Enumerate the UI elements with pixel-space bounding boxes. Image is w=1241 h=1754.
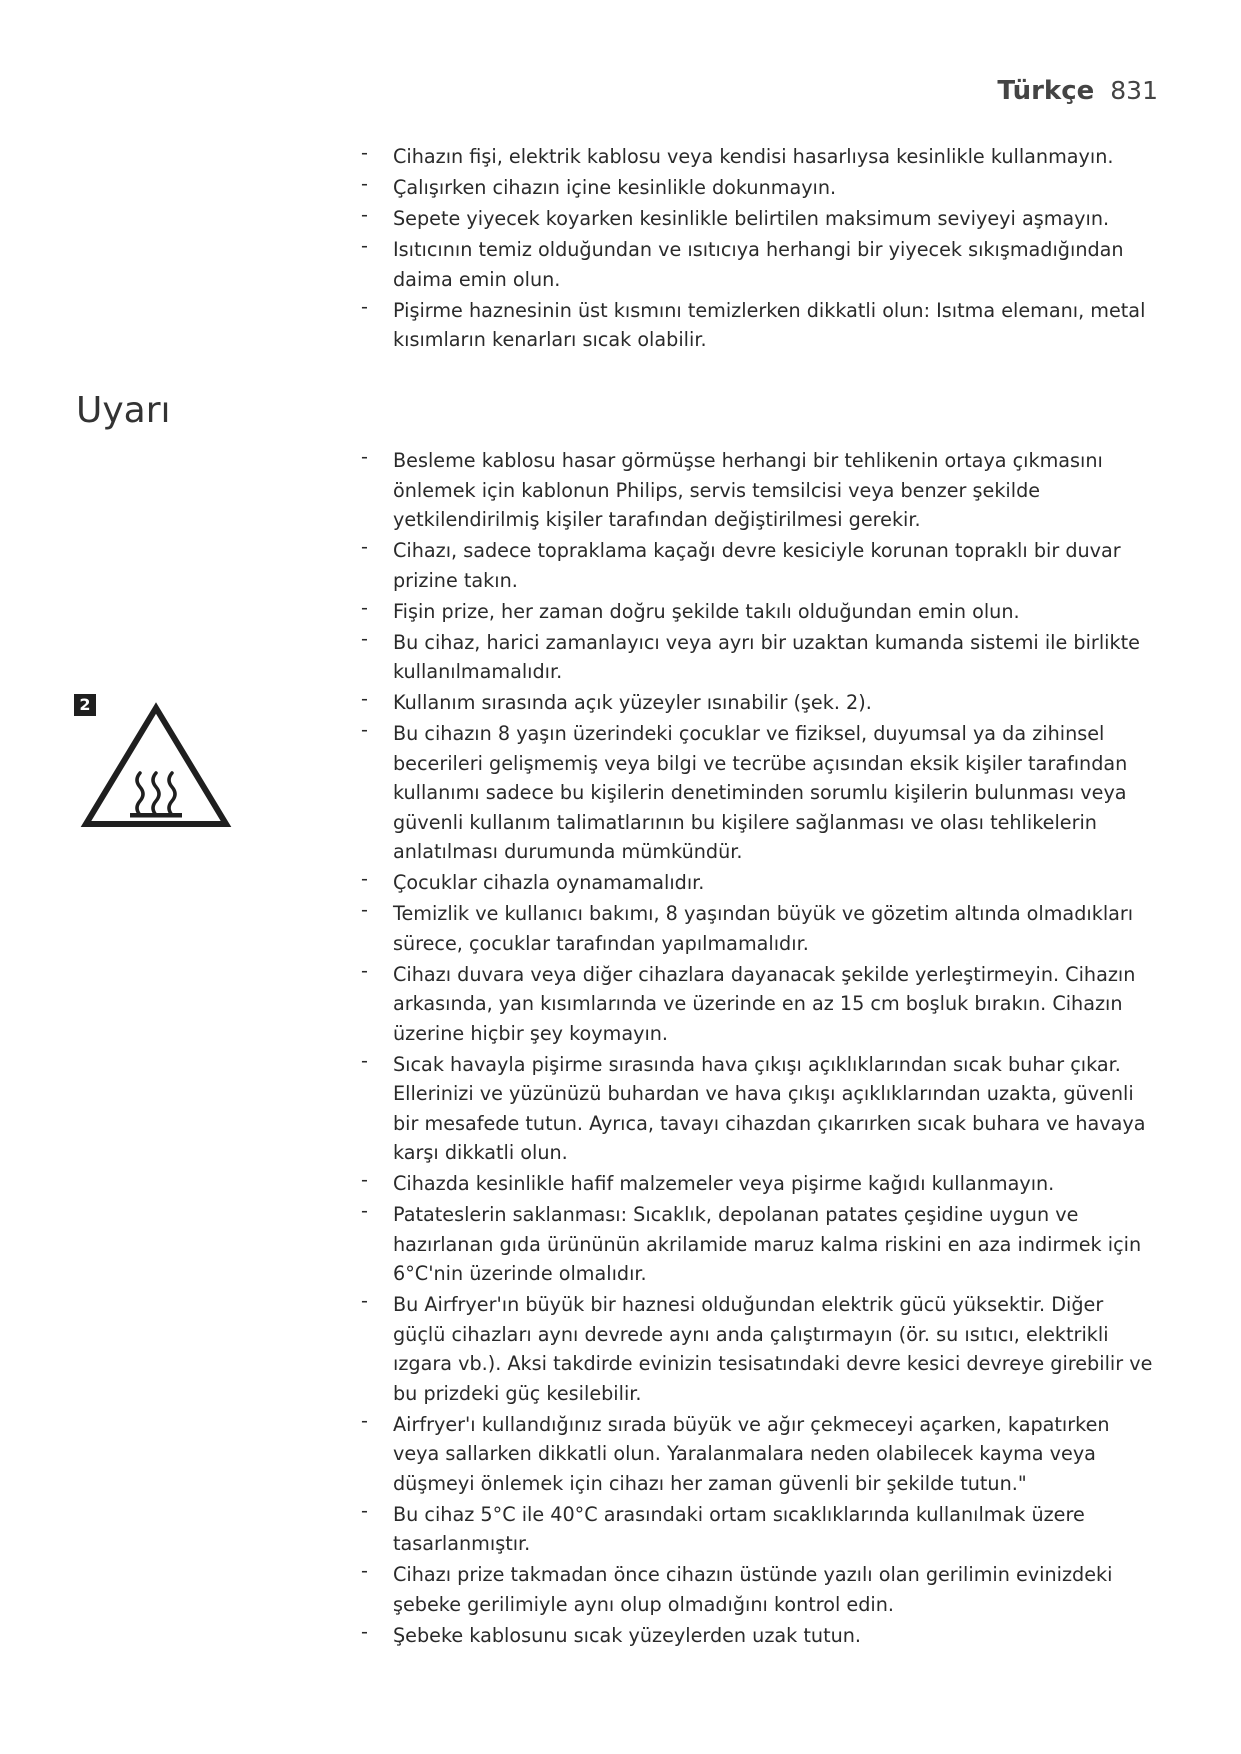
list-item — [361, 719, 1161, 867]
list-item-text: Bu Airfryer'ın büyük bir haznesi olduğundan elektrik gücü yüksektir. Diğer güçlü cihazları aynı devrede aynı anda çalıştırmayın (ör. su ısıtıcı, elektrikli ızgara vb.). Aksi takdirde evinizin tesisatındaki devre kesici devreye girebilir ve bu prizdeki güç kesilebilir. — [393, 1293, 1153, 1405]
list-item — [361, 296, 1161, 355]
list-item — [361, 204, 1161, 234]
list-item-text: Cihazda kesinlikle hafif malzemeler veya pişirme kağıdı kullanmayın. — [393, 1172, 1055, 1195]
list-item-text: Fişin prize, her zaman doğru şekilde takılı olduğundan emin olun. — [393, 599, 1020, 623]
hot-surface-warning-icon — [80, 700, 232, 830]
list-item-text: Kullanım sırasında açık yüzeyler ısınabilir (şek. 2). — [393, 691, 872, 714]
dash-bullet: - — [361, 958, 368, 982]
dash-bullet: - — [361, 294, 368, 318]
list-item — [361, 1621, 1161, 1651]
list-item — [361, 899, 1161, 958]
list-item-text: Besleme kablosu hasar görmüşse herhangi bir tehlikenin ortaya çıkmasını önlemek için kablonun Philips, servis temsilcisi veya benzer şekilde yetkilendirilmiş kişiler tarafından değiştirilmesi gerekir. — [393, 449, 1103, 531]
list-item-text: Pişirme haznesinin üst kısmını temizlerken dikkatli olun: Isıtma elemanı, metal kısımların kenarları sıcak olabilir. — [393, 298, 1146, 351]
list-item-text: Çalışırken cihazın içine kesinlikle dokunmayın. — [393, 176, 837, 199]
dash-bullet: - — [361, 1619, 368, 1643]
dash-bullet: - — [361, 1199, 368, 1222]
dash-bullet: - — [361, 687, 368, 710]
list-item-text: Patateslerin saklanması: Sıcaklık, depolanan patates çeşidine uygun ve hazırlanan gıda ürününün akrilamide maruz kalma riskini en aza indirmek için 6°C'nin üzerinde olmalıdır. — [393, 1203, 1142, 1285]
list-item-text: Cihazı prize takmadan önce cihazın üstünde yazılı olan gerilimin evinizdeki şebeke gerilimiyle aynı olup olmadığını kontrol edin. — [393, 1563, 1113, 1616]
dash-bullet: - — [361, 1559, 368, 1582]
list-item — [361, 446, 1161, 535]
dash-bullet: - — [361, 718, 368, 741]
dash-bullet: - — [361, 1289, 368, 1312]
list-item — [361, 536, 1161, 595]
list-item-text: Çocuklar cihazla oynamamalıdır. — [393, 871, 705, 894]
dash-bullet: - — [361, 1498, 368, 1522]
list-item — [361, 1290, 1161, 1408]
list-item — [361, 688, 1161, 718]
warning-list — [361, 446, 1161, 1652]
list-item — [361, 628, 1161, 687]
dash-bullet: - — [361, 867, 368, 890]
list-item — [361, 1410, 1161, 1499]
list-item — [361, 597, 1161, 627]
list-item — [361, 1169, 1161, 1199]
list-item-text: Cihazı duvara veya diğer cihazlara dayanacak şekilde yerleştirmeyin. Cihazın arkasında, yan kısımlarında ve üzerinde en az 15 cm boşluk bırakın. Cihazın üzerine hiçbir şey koymayın. — [393, 962, 1136, 1045]
list-item — [361, 960, 1161, 1049]
dash-bullet: - — [361, 1048, 368, 1072]
dash-bullet: - — [361, 172, 368, 195]
figure-number-badge: 2 — [74, 694, 96, 716]
dash-bullet: - — [361, 626, 368, 650]
dash-bullet: - — [361, 595, 368, 619]
dash-bullet: - — [361, 234, 368, 257]
list-item — [361, 868, 1161, 898]
dash-bullet: - — [361, 203, 368, 226]
list-item-text: Cihazı, sadece topraklama kaçağı devre kesiciyle korunan topraklı bir duvar prizine takın. — [393, 539, 1121, 592]
dash-bullet: - — [361, 535, 368, 558]
list-item — [361, 1500, 1161, 1559]
page-header — [997, 76, 1158, 106]
list-item-text: Sıcak havayla pişirme sırasında hava çıkışı açıklıklarından sıcak buhar çıkar. Ellerinizi ve yüzünüzü buhardan ve hava çıkışı açıklıklarından uzakta, güvenli bir mesafede tutun. Ayrıca, tavayı cihazdan çıkarırken sıcak buhara ve havaya karşı dikkatli olun. — [393, 1052, 1146, 1164]
list-item — [361, 142, 1161, 172]
warning-heading: Uyarı — [76, 390, 171, 431]
dash-bullet: - — [361, 445, 368, 468]
dash-bullet: - — [361, 1408, 368, 1432]
list-item — [361, 235, 1161, 294]
list-item-text: Şebeke kablosunu sıcak yüzeylerden uzak tutun. — [393, 1623, 862, 1647]
page-number: 831 — [1110, 76, 1158, 105]
list-item-text: Bu cihaz 5°C ile 40°C arasındaki ortam sıcaklıklarında kullanılmak üzere tasarlanmıştır. — [393, 1502, 1085, 1555]
dash-bullet: - — [361, 141, 368, 164]
list-item-text: Cihazın fişi, elektrik kablosu veya kendisi hasarlıysa kesinlikle kullanmayın. — [393, 145, 1114, 168]
list-item-text: Bu cihazın 8 yaşın üzerindeki çocuklar ve fiziksel, duyumsal ya da zihinsel becerileri gelişmemiş veya bilgi ve tecrübe açısından eksik kişiler tarafından kullanımı sadece bu kişilerin denetiminden sorumlu kişilerin bulunması veya güvenli kullanım talimatlarının bu kişilere sağlanması ve olası tehlikelerin anlatılması durumunda mümkündür. — [393, 722, 1128, 863]
list-item — [361, 1200, 1161, 1289]
safety-list-top — [361, 142, 1161, 356]
list-item-text: Temizlik ve kullanıcı bakımı, 8 yaşından büyük ve gözetim altında olmadıkları sürece, çocuklar tarafından yapılmamalıdır. — [393, 902, 1134, 955]
list-item — [361, 1560, 1161, 1619]
list-item-text: Isıtıcının temiz olduğundan ve ısıtıcıya herhangi bir yiyecek sıkışmadığından daima emin olun. — [393, 238, 1124, 291]
list-item-text: Bu cihaz, harici zamanlayıcı veya ayrı bir uzaktan kumanda sistemi ile birlikte kullanılmamalıdır. — [393, 630, 1140, 683]
dash-bullet: - — [361, 898, 368, 921]
list-item — [361, 1050, 1161, 1168]
list-item-text: Sepete yiyecek koyarken kesinlikle belirtilen maksimum seviyeyi aşmayın. — [393, 207, 1110, 230]
list-item — [361, 173, 1161, 203]
list-item-text: Airfryer'ı kullandığınız sırada büyük ve ağır çekmeceyi açarken, kapatırken veya sallarken dikkatli olun. Yaralanmalara neden olabilecek kayma veya düşmeyi önlemek için cihazı her zaman güvenli bir şekilde tutun." — [393, 1412, 1110, 1495]
language-label: Türkçe — [997, 76, 1095, 106]
dash-bullet: - — [361, 1168, 368, 1191]
